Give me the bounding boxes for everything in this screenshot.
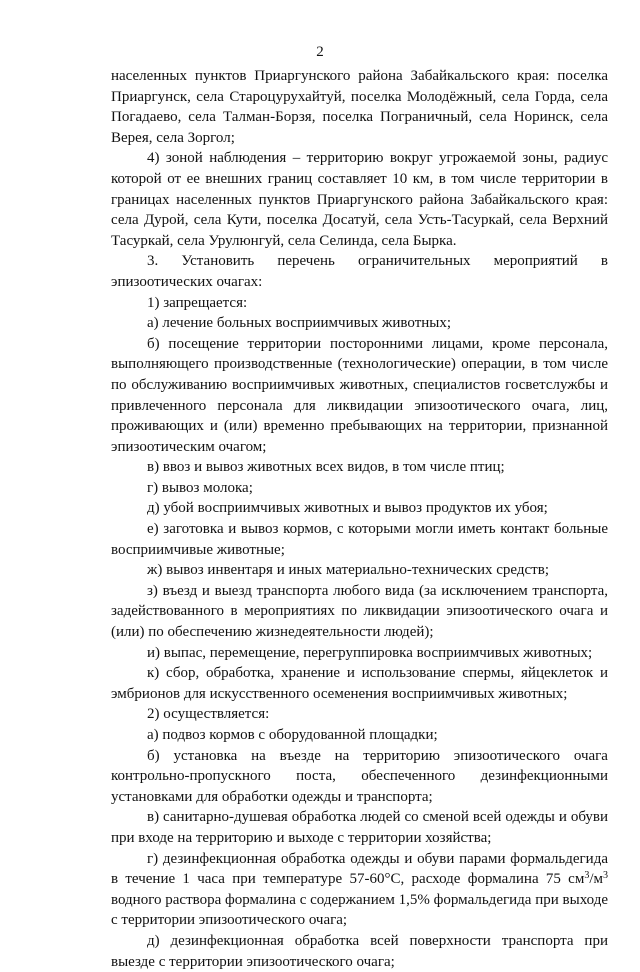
paragraph-prohibited-i: и) выпас, перемещение, перегруппировка восприимчивых животных;	[147, 644, 593, 661]
paragraph-prohibited-zh: ж) вывоз инвентаря и иных материально-технических средств;	[147, 562, 549, 579]
paragraph-prohibited-g: г) вывоз молока;	[147, 479, 253, 496]
item-b-word: на	[251, 747, 266, 764]
item-b-word: очага	[573, 747, 608, 764]
paragraph-performed-b-continuation: установками для обработки одежды и транспорта;	[111, 788, 433, 805]
paragraph-prohibited-v: в) ввоз и вывоз животных всех видов, в том числе птиц;	[147, 459, 505, 476]
paragraph-prohibited-z: з) въезд и выезд транспорта любого вида (за исключением транспорта, задействованного в мероприятиях по ликвидации эпизоотического очага и (или) по обеспечению жизнедеятельности людей);	[111, 582, 608, 641]
paragraph-prohibited-a: а) лечение больных восприимчивых животных;	[147, 315, 452, 332]
item-b-word: дезинфекционными	[480, 768, 608, 785]
item-b-word: обеспеченного	[361, 768, 456, 785]
item-b-word: въезде	[279, 747, 321, 764]
paragraph-prohibited-b: б) посещение территории посторонними лицами, кроме персонала, выполняющего производственные (технологические) операции, в том числе по обслуживанию восприимчивых животных, специалистов госветслужбы и привлеченного персонала для ликвидации эпизоотического очага, лиц, проживающих и (или) временно пребывающих на территории, признанной эпизоотическим очагом;	[111, 335, 608, 455]
paragraph-prohibited-d: д) убой восприимчивых животных и вывоз продуктов их убоя;	[147, 500, 548, 517]
paragraph-prohibited-k: к) сбор, обработка, хранение и использование спермы, яйцеклеток и эмбрионов для искусственного осеменения восприимчивых животных;	[111, 665, 608, 702]
page-number: 2	[316, 44, 324, 60]
paragraph-performed-b-line1	[111, 746, 608, 767]
item-3-word: мероприятий	[493, 253, 578, 270]
item-g-superscript: 3	[603, 870, 608, 882]
paragraph-performed-heading: 2) осуществляется:	[147, 706, 270, 723]
item-g-unit: /м	[589, 871, 603, 888]
item-g-superscript: 3	[584, 870, 590, 882]
item-3-word: ограничительных	[357, 253, 471, 270]
item-b-word: поста,	[296, 768, 336, 785]
item-3-word: в	[600, 253, 608, 270]
paragraph-performed-b-line2	[111, 766, 608, 787]
paragraph-performed-g	[111, 849, 608, 931]
item-3-word: перечень	[277, 253, 335, 270]
item-g-text-2: водного раствора формалина с содержанием 1,5% формальдегида при выходе с территории эпизоотического очага;	[111, 891, 608, 929]
item-3-number: 3.	[147, 253, 159, 270]
paragraph-performed-d: д) дезинфекционная обработка всей поверхности транспорта при выезде с территории эпизоотического очага;	[111, 932, 608, 970]
paragraph-performed-a: а) подвоз кормов с оборудованной площадки;	[147, 727, 438, 743]
paragraph-performed-v: в) санитарно-душевая обработка людей со сменой всей одежды и обуви при входе на территорию и выходе с территории хозяйства;	[111, 809, 608, 846]
item-b-word: б)	[147, 747, 160, 764]
document-body	[111, 66, 608, 972]
item-b-word: территорию	[363, 747, 440, 764]
paragraph-observation-zone: 4) зоной наблюдения – территорию вокруг угрожаемой зоны, радиус которой от ее внешних границ составляет 10 км, в том числе территории в границах населенных пунктов Приаргунского района Забайкальского края: села Дурой, села Кути, поселка Досатуй, села Усть-Тасуркай, села Верхний Тасуркай, села Урулюнгуй, села Селинда, села Бырка.	[111, 150, 608, 249]
paragraph-item-3-continuation: эпизоотических очагах:	[111, 273, 263, 290]
paragraph-prohibited-heading: 1) запрещается:	[147, 294, 248, 311]
paragraph-prohibited-e: е) заготовка и вывоз кормов, с которыми могли иметь контакт больные восприимчивые животные;	[111, 521, 608, 558]
item-g-text-1: г) дезинфекционная обработка одежды и обуви парами формальдегида в течение 1 часа при температуре 57-60°С, расходе формалина 75 см	[111, 850, 608, 888]
item-b-word: контрольно-пропускного	[111, 768, 271, 785]
paragraph-item-3-line	[111, 251, 608, 272]
item-b-word: установка	[173, 747, 238, 764]
item-b-word: эпизоотического	[453, 747, 561, 764]
item-b-word: на	[334, 747, 350, 764]
item-3-word: Установить	[181, 253, 255, 270]
paragraph-settlements-list: населенных пунктов Приаргунского района Забайкальского края: поселка Приаргунск, села Староцурухайтуй, поселка Молодёжный, села Горда, села Погадаево, села Талман-Борзя, поселка Пограничный, села Норинск, села Верея, села Зоргол;	[111, 68, 608, 146]
